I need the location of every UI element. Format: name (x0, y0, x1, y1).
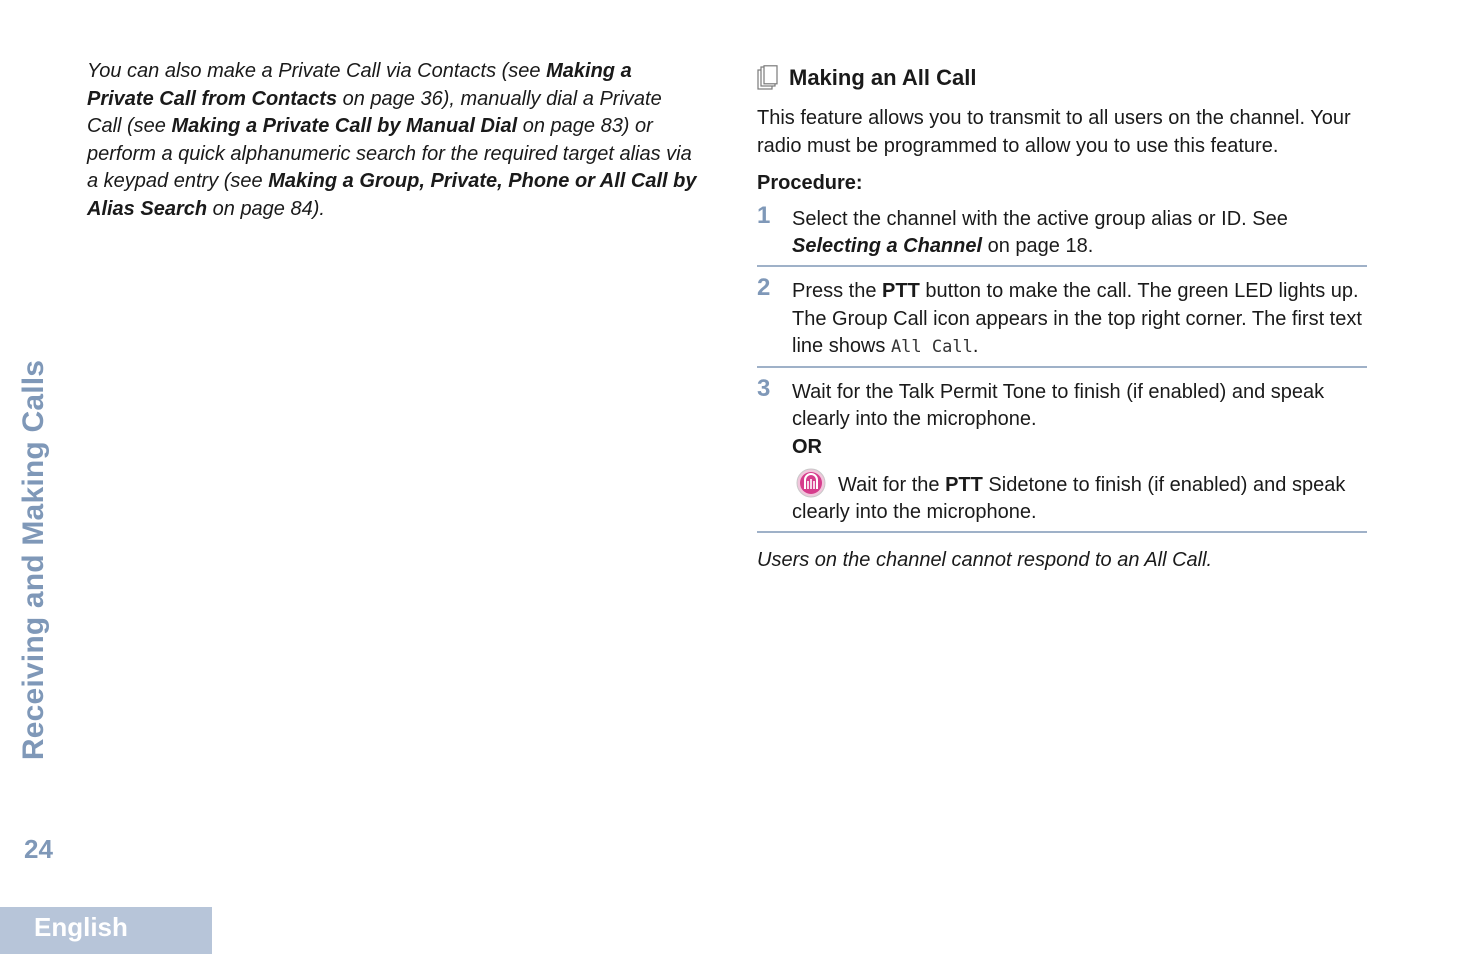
all-call-section (757, 64, 1367, 594)
step-text: Wait for the Talk Permit Tone to finish (if enabled) and speak clearly into the microphone. (792, 380, 1325, 431)
microphone-feature-icon (796, 468, 826, 498)
procedure-step-1 (757, 201, 1367, 267)
paragraph-text: on page 83) or perform a quick alphanumeric search for the required target alias via a keypad entry (see (87, 115, 692, 193)
step-text: button to make the call. The green LED lights up. The Group Call icon appears in the top right corner. The first text line shows (792, 279, 1362, 358)
page-number: 24 (24, 834, 53, 864)
language-tab (0, 907, 212, 954)
cross-reference: Making a Private Call from Contacts (87, 60, 632, 110)
note-text: Users on the channel cannot respond to an All Call. (757, 548, 1213, 571)
cross-reference: Selecting a Channel (792, 235, 983, 258)
paragraph-text: You can also make a Private Call via Contacts (see (87, 60, 547, 82)
cross-reference: Making a Private Call by Manual Dial (171, 115, 518, 138)
section-heading-text: Making an All Call (789, 65, 977, 91)
intro-text: This feature allows you to transmit to all users on the channel. Your radio must be programmed to allow you to use this feature. (757, 107, 1351, 157)
alternative-instruction (792, 468, 1367, 527)
paragraph-text: on page 36), manually dial a Private Call (see (87, 87, 662, 138)
step-text: Press the (792, 279, 883, 302)
step-text: . (972, 335, 979, 358)
display-text: All Call (890, 337, 973, 358)
procedure-step-3 (757, 374, 1367, 533)
section-heading (757, 64, 1367, 92)
step-number: 2 (757, 273, 771, 301)
chapter-side-title (14, 338, 54, 782)
ptt-button-label: PTT (882, 279, 920, 302)
procedure-step-2 (757, 273, 1367, 368)
document-icon (757, 65, 779, 91)
step-number: 3 (757, 374, 771, 402)
step-text: Select the channel with the active group alias or ID. See (792, 207, 1288, 230)
cross-reference: Making a Group, Private, Phone or All Call by Alias Search (87, 170, 697, 220)
left-column-paragraph (87, 58, 697, 224)
paragraph-text: on page 84). (207, 197, 325, 220)
chapter-title-text: Receiving and Making Calls (17, 359, 50, 761)
procedure-label: Procedure: (757, 172, 863, 195)
step-text: Sidetone to finish (if enabled) and speak clearly into the microphone. (792, 473, 1346, 524)
ptt-button-label: PTT (945, 473, 983, 496)
or-label: OR (792, 435, 822, 458)
language-label: English (34, 912, 128, 942)
step-number: 1 (757, 201, 771, 229)
step-text: on page 18. (982, 235, 1094, 258)
step-text: Wait for the (838, 473, 946, 496)
